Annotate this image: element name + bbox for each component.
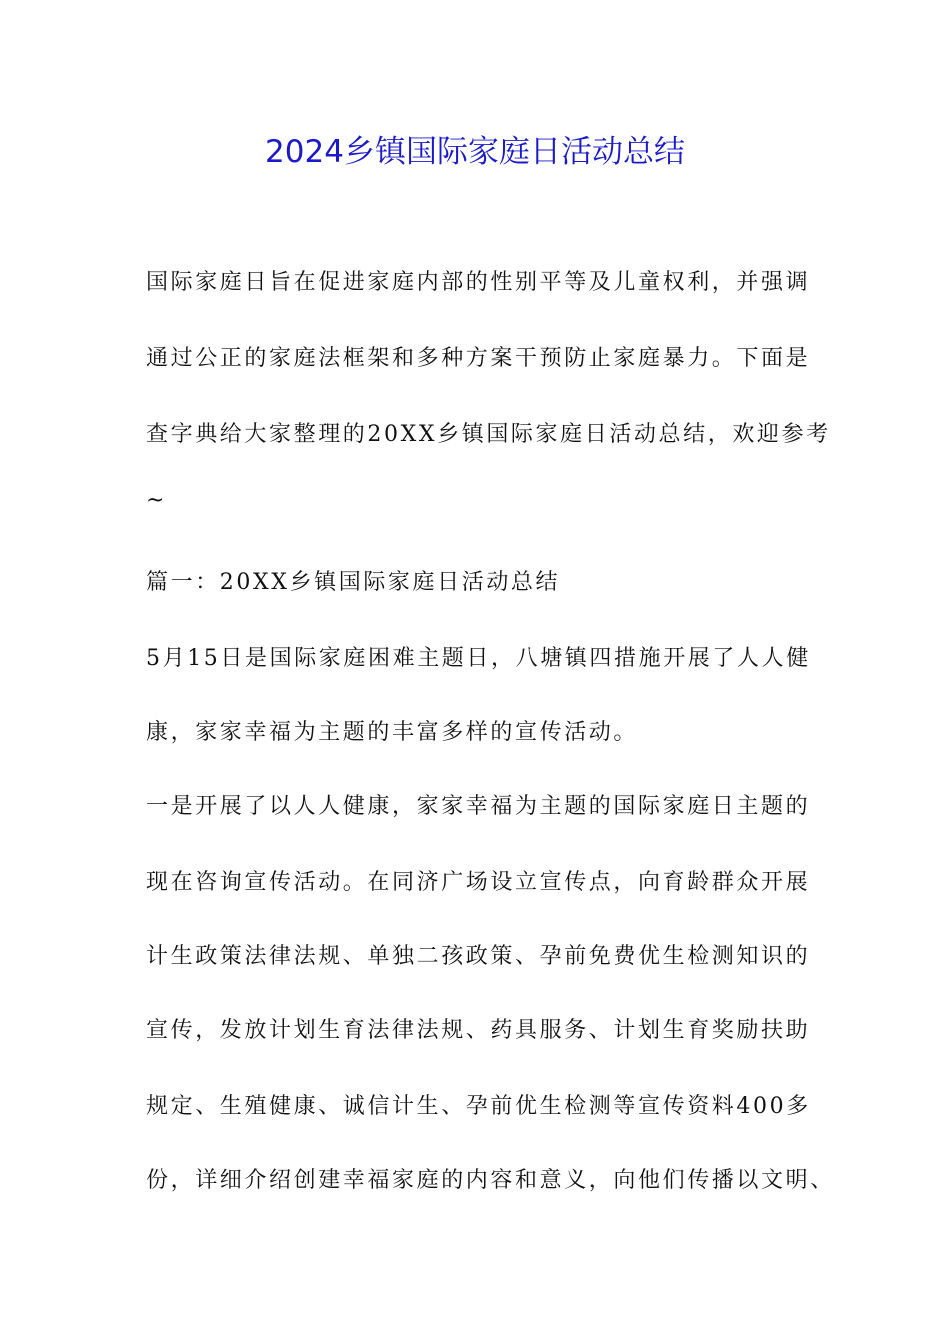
document-title: 2024乡镇国际家庭日活动总结 bbox=[265, 134, 685, 170]
paragraph-line: 查字典给大家整理的20XX乡镇国际家庭日活动总结，欢迎参考 bbox=[146, 422, 831, 447]
paragraph-line: ~ bbox=[146, 488, 168, 513]
paragraph-line: 宣传，发放计划生育法律法规、药具服务、计划生育奖励扶助 bbox=[146, 1018, 811, 1043]
paragraph-line: 5月15日是国际家庭困难主题日，八塘镇四措施开展了人人健 bbox=[146, 646, 811, 671]
paragraph-line: 一是开展了以人人健康，家家幸福为主题的国际家庭日主题的 bbox=[146, 794, 811, 819]
paragraph-line: 现在咨询宣传活动。在同济广场设立宣传点，向育龄群众开展 bbox=[146, 870, 811, 895]
section-heading: 篇一：20XX乡镇国际家庭日活动总结 bbox=[146, 570, 561, 595]
paragraph-line: 康，家家幸福为主题的丰富多样的宣传活动。 bbox=[146, 720, 639, 745]
paragraph-line: 国际家庭日旨在促进家庭内部的性别平等及儿童权利，并强调 bbox=[146, 270, 811, 295]
paragraph-line: 计生政策法律法规、单独二孩政策、孕前免费优生检测知识的 bbox=[146, 944, 811, 969]
paragraph-line: 通过公正的家庭法框架和多种方案干预防止家庭暴力。下面是 bbox=[146, 346, 811, 371]
paragraph-line: 份，详细介绍创建幸福家庭的内容和意义，向他们传播以文明、 bbox=[146, 1168, 835, 1193]
paragraph-line: 规定、生殖健康、诚信计生、孕前优生检测等宣传资料400多 bbox=[146, 1094, 811, 1119]
